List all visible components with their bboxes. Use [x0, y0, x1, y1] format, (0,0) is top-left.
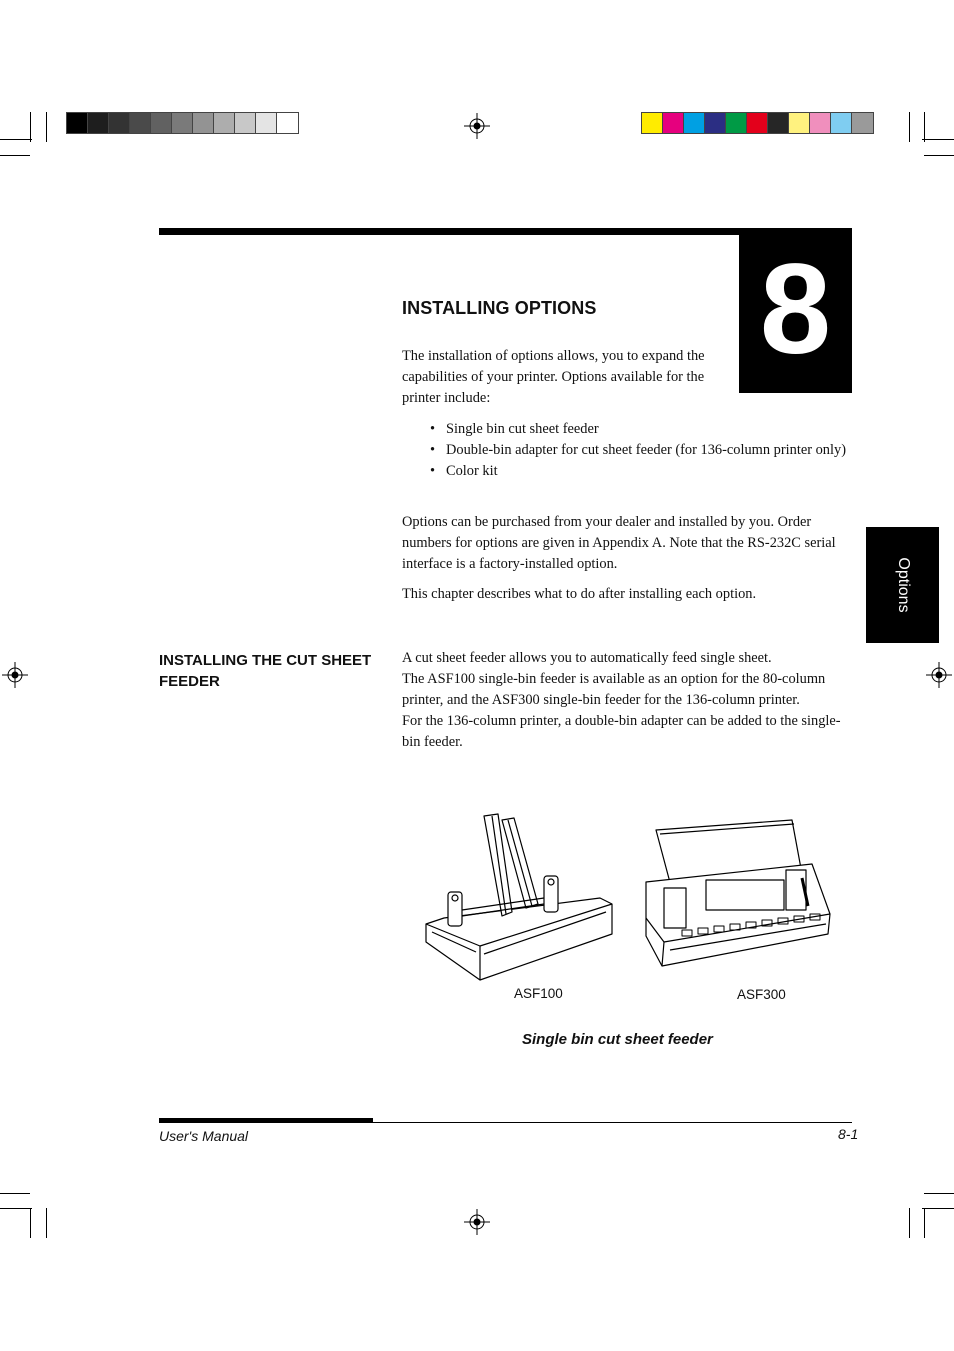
- color-swatch: [88, 113, 109, 133]
- color-swatch: [130, 113, 151, 133]
- crop-mark: [909, 112, 910, 142]
- color-swatch: [705, 113, 726, 133]
- chapter-number-block: [739, 235, 852, 393]
- crop-mark: [0, 1193, 30, 1194]
- crop-mark: [0, 1208, 32, 1209]
- color-swatch: [831, 113, 852, 133]
- color-swatch: [642, 113, 663, 133]
- color-swatch: [172, 113, 193, 133]
- figure-label-asf300: ASF300: [737, 987, 786, 1002]
- crop-mark: [924, 112, 925, 142]
- section-title: INSTALLING OPTIONS: [402, 298, 597, 318]
- crop-mark: [46, 112, 47, 142]
- page-number: 8-1: [838, 1126, 859, 1142]
- list-item: • Color kit: [402, 461, 862, 482]
- registration-target-icon: [2, 662, 28, 688]
- color-swatch: [214, 113, 235, 133]
- color-swatch: [67, 113, 88, 133]
- side-tab: [866, 527, 939, 643]
- body-line: A cut sheet feeder allows you to automatically feed single sheet.: [402, 650, 772, 666]
- registration-target-icon: [464, 1209, 490, 1235]
- color-swatch: [684, 113, 705, 133]
- color-swatch: [810, 113, 831, 133]
- crop-mark: [0, 155, 30, 156]
- color-swatch: [789, 113, 810, 133]
- crop-mark: [46, 1208, 47, 1238]
- list-item: • Double-bin adapter for cut sheet feeder (for 136-column printer only): [402, 440, 862, 461]
- grayscale-calibration-bar: [66, 112, 299, 134]
- crop-mark: [30, 112, 31, 142]
- figure-caption: Single bin cut sheet feeder: [522, 1031, 713, 1048]
- body-line: For the 136-column printer, a double-bin adapter can be added to the single-bin feeder.: [402, 713, 841, 750]
- color-swatch: [235, 113, 256, 133]
- crop-mark: [924, 155, 954, 156]
- color-swatch: [747, 113, 768, 133]
- cut-sheet-body: [402, 648, 852, 753]
- figure-label-asf100: ASF100: [514, 986, 563, 1001]
- crop-mark: [922, 139, 954, 140]
- crop-mark: [922, 1208, 954, 1209]
- color-swatch: [256, 113, 277, 133]
- footer-manual-title: User's Manual: [159, 1128, 249, 1144]
- crop-mark: [909, 1208, 910, 1238]
- crop-mark: [924, 1193, 954, 1194]
- crop-mark: [924, 1208, 925, 1238]
- crop-mark: [30, 1208, 31, 1238]
- intro-paragraph: The installation of options allows, you to expand the capabilities of your printer. Options available for the printer include:: [402, 348, 705, 406]
- footer-rule: [159, 1122, 852, 1123]
- registration-target-icon: [926, 662, 952, 688]
- color-swatch: [852, 113, 873, 133]
- chapter-number: 8: [759, 238, 832, 381]
- cut-sheet-heading: INSTALLING THE CUT SHEET FEEDER: [159, 652, 372, 690]
- registration-target-icon: [464, 113, 490, 139]
- options-list: [402, 419, 862, 482]
- color-swatch: [277, 113, 298, 133]
- list-item: • Single bin cut sheet feeder: [402, 419, 862, 440]
- crop-mark: [0, 139, 32, 140]
- side-tab-label: Options: [894, 557, 912, 613]
- asf300-feeder-illustration: [642, 818, 834, 970]
- chapter-description-paragraph: This chapter describes what to do after installing each option.: [402, 586, 757, 602]
- color-calibration-bar: [641, 112, 874, 134]
- purchase-paragraph: Options can be purchased from your dealer and installed by you. Order numbers for options are given in Appendix A. Note that the RS-232C serial interface is a factory-installed option.: [402, 514, 836, 572]
- body-line: The ASF100 single-bin feeder is available as an option for the 80-column printer, and the ASF300 single-bin feeder for the 136-column printer.: [402, 671, 826, 708]
- chapter-top-rule: [159, 228, 852, 235]
- color-swatch: [663, 113, 684, 133]
- color-swatch: [726, 113, 747, 133]
- color-swatch: [193, 113, 214, 133]
- asf100-feeder-illustration: [422, 812, 617, 984]
- color-swatch: [109, 113, 130, 133]
- color-swatch: [768, 113, 789, 133]
- color-swatch: [151, 113, 172, 133]
